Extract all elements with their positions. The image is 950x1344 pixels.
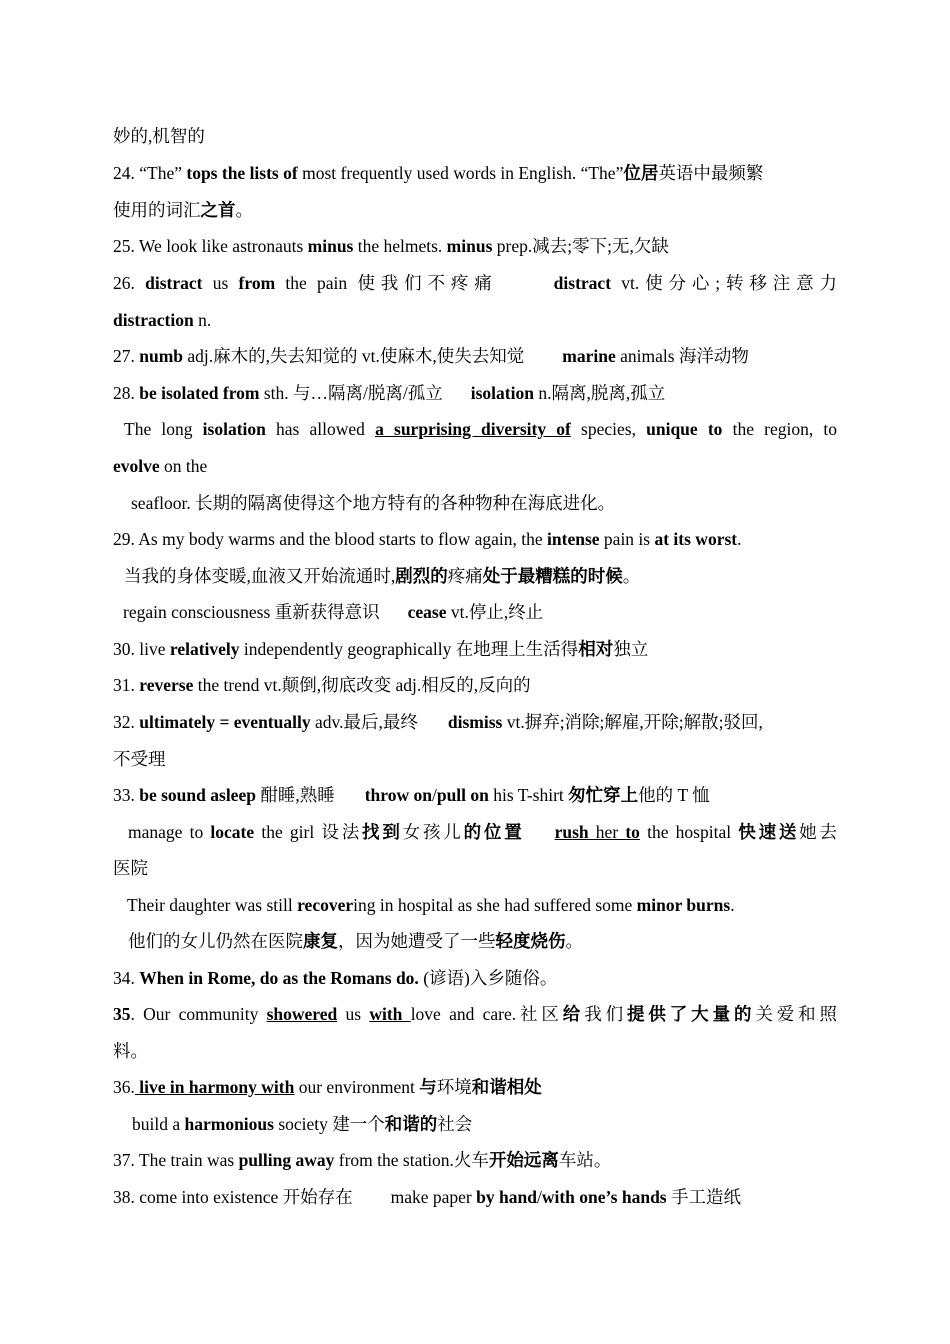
text-line: regain consciousness 重新获得意识 cease vt.停止,终止 <box>123 602 544 622</box>
text-line: build a harmonious society 建一个和谐的社会 <box>132 1114 473 1134</box>
item-30: 30. live relatively independently geographically 在地理上生活得相对独立 <box>113 639 649 659</box>
item-27: 27. numb adj.麻木的,失去知觉的 vt.使麻木,使失去知觉 marine animals 海洋动物 <box>113 346 749 366</box>
text-line: evolve on the <box>113 456 208 476</box>
item-33: 33. be sound asleep 酣睡,熟睡 throw on/pull on his T-shirt 匆忙穿上他的 T 恤 <box>113 785 710 805</box>
example-sentence: Their daughter was still recovering in hospital as she had suffered some minor burns. <box>127 895 735 915</box>
translation-line: 当我的身体变暖,血液又开始流通时,剧烈的疼痛处于最糟糕的时候。 <box>124 566 641 586</box>
item-34: 34. When in Rome, do as the Romans do. (谚语)入乡随俗。 <box>113 968 558 988</box>
item-24: 24. “The” tops the lists of most frequently used words in English. “The”位居英语中最频繁 <box>113 163 764 183</box>
text-line: 不受理 <box>113 749 166 769</box>
item-38: 38. come into existence 开始存在 make paper by hand/with one’s hands 手工造纸 <box>113 1187 741 1207</box>
text-line: manage to locate the girl 设法找到女孩儿的位置 rush her to the hospital 快速送她去 <box>128 822 837 842</box>
example-sentence: The long isolation has allowed a surprising diversity of species, unique to the region, to <box>124 419 837 439</box>
item-28: 28. be isolated from sth. 与…隔离/脱离/孤立 isolation n.隔离,脱离,孤立 <box>113 383 666 403</box>
text-line: seafloor. 长期的隔离使得这个地方特有的各种物种在海底进化。 <box>131 493 616 513</box>
item-26: 26. distract us from the pain 使我们不疼痛 distract vt.使分心;转移注意力 <box>113 273 837 293</box>
text-line: 妙的,机智的 <box>113 126 205 146</box>
text-line: 医院 <box>113 858 148 878</box>
text-line: distraction n. <box>113 310 212 330</box>
text-line: 使用的词汇之首。 <box>113 200 253 220</box>
translation-line: 他们的女儿仍然在医院康复，因为她遭受了一些轻度烧伤。 <box>128 931 583 951</box>
item-32: 32. ultimately = eventually adv.最后,最终 dismiss vt.摒弃;消除;解雇,开除;解散;驳回, <box>113 712 763 732</box>
item-37: 37. The train was pulling away from the station.火车开始远离车站。 <box>113 1150 612 1170</box>
item-35: 35. Our community showered us with love and care.社区给我们提供了大量的关爱和照 <box>113 1004 837 1024</box>
item-29: 29. As my body warms and the blood starts to flow again, the intense pain is at its worst. <box>113 529 742 549</box>
item-31: 31. reverse the trend vt.颠倒,彻底改变 adj.相反的,反向的 <box>113 675 531 695</box>
item-36: 36. live in harmony with our environment 与环境和谐相处 <box>113 1077 542 1097</box>
text-line: 料。 <box>113 1041 148 1061</box>
item-25: 25. We look like astronauts minus the helmets. minus prep.减去;零下;无,欠缺 <box>113 236 669 256</box>
